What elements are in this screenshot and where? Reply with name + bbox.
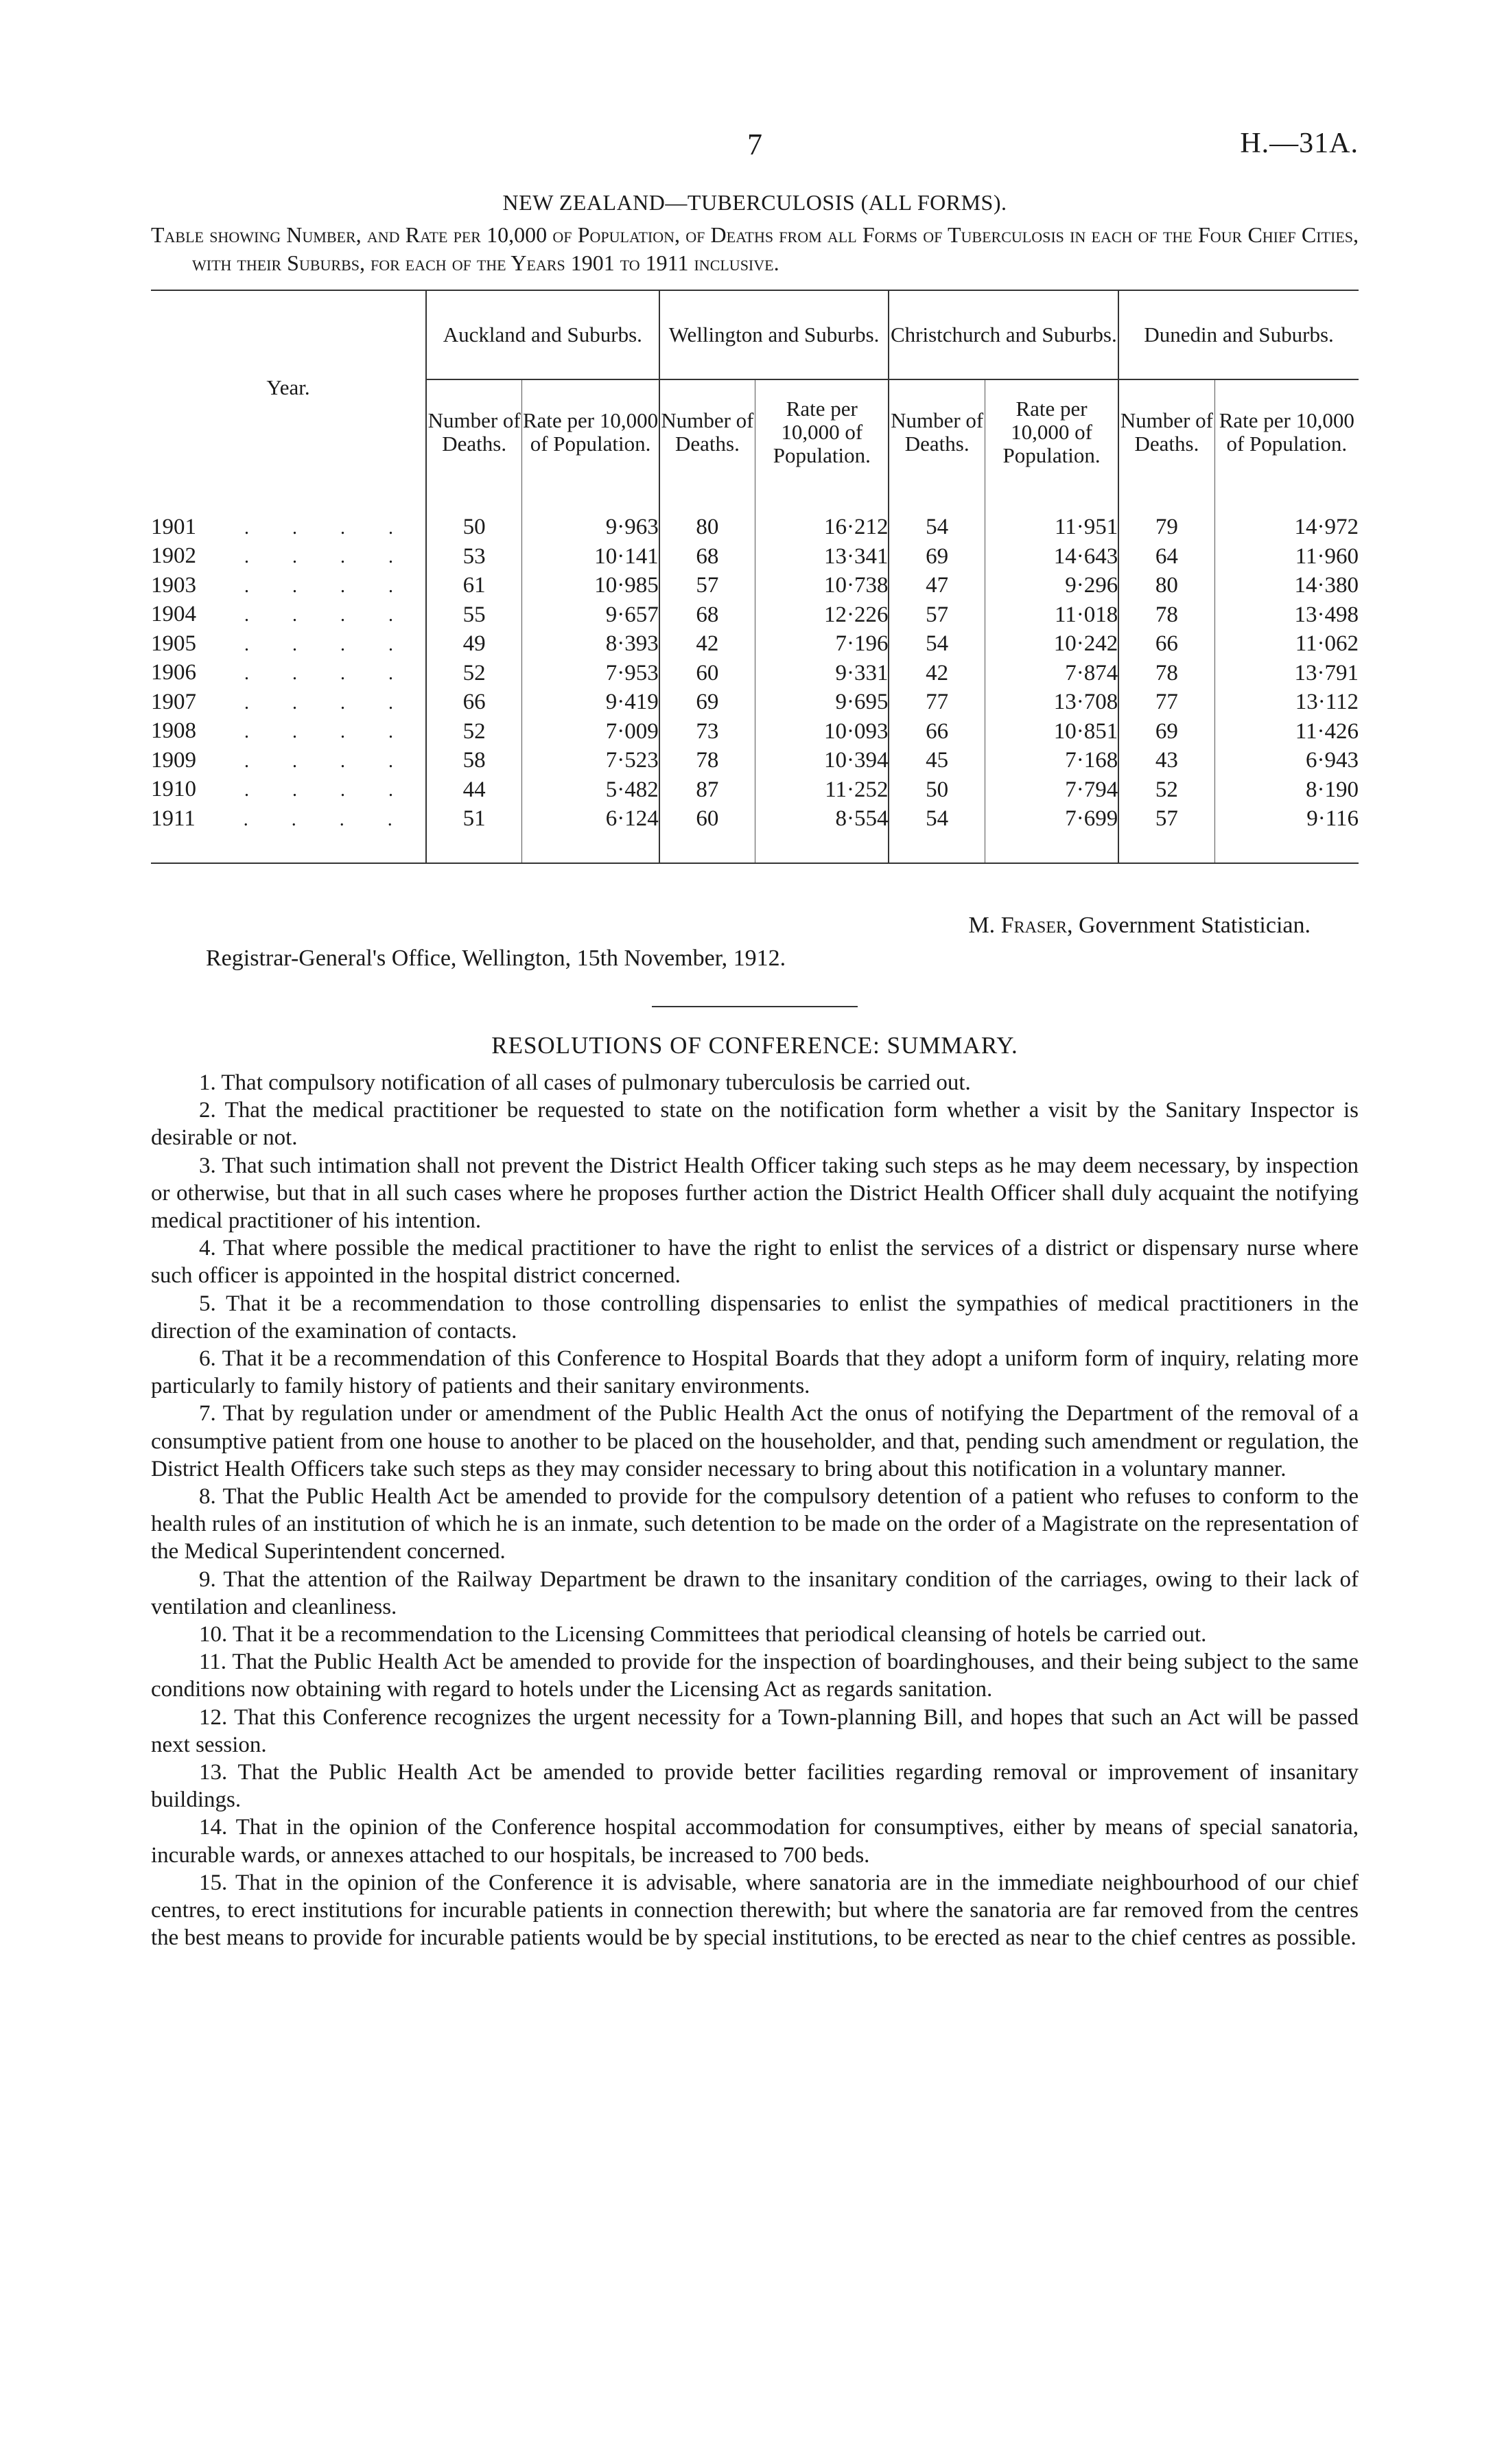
- rate-cell: 7·196: [755, 630, 889, 659]
- rate-cell: 10·738: [755, 572, 889, 601]
- leader-dots: . . . .: [244, 517, 412, 539]
- deaths-cell: 60: [659, 659, 755, 688]
- deaths-cell: 54: [889, 513, 985, 543]
- deaths-cell: 52: [426, 659, 522, 688]
- rate-cell: 11·252: [755, 775, 889, 805]
- deaths-cell: 60: [659, 805, 755, 834]
- city-header-wellington: Wellington and Suburbs.: [659, 291, 889, 379]
- city-header-christchurch: Christchurch and Suburbs.: [889, 291, 1118, 379]
- year-label: 1905: [151, 631, 196, 656]
- deaths-cell: 78: [1118, 600, 1214, 630]
- document-reference: H.—31A.: [1240, 128, 1359, 159]
- deaths-cell: 66: [889, 717, 985, 747]
- rate-cell: 9·657: [522, 600, 659, 630]
- resolution-item: 15. That in the opinion of the Conference it is advisable, where sanatoria are in the immediate neighbourhood of our chief centres, to erect institutions for incurable patients in connection therewith; but where the sanatoria are far removed from the centres the best means to provide for incurable patients would be by special institutions, to be erected as near to the chief centres as possible.: [151, 1870, 1359, 1951]
- table-caption: Table showing Number, and Rate per 10,000 of Population, of Deaths from all Forms of Tuberculosis in each of the Four Chief Cities, with their Suburbs, for each of the Years 1901 to 1911 inclusive.: [151, 222, 1359, 275]
- deaths-cell: 77: [1118, 688, 1214, 718]
- deaths-cell: 73: [659, 717, 755, 747]
- rate-cell: 13·112: [1214, 688, 1359, 718]
- rate-cell: 7·874: [985, 659, 1118, 688]
- deaths-cell: 51: [426, 805, 522, 834]
- deaths-cell: 44: [426, 775, 522, 805]
- rate-cell: 9·331: [755, 659, 889, 688]
- rate-cell: 11·426: [1214, 717, 1359, 747]
- year-label: 1910: [151, 777, 196, 801]
- signature: [151, 913, 1359, 939]
- leader-dots: . . . .: [244, 779, 412, 801]
- year-label: 1906: [151, 660, 196, 685]
- rate-cell: 9·419: [522, 688, 659, 718]
- table-row: [151, 747, 1359, 776]
- deaths-cell: 69: [659, 688, 755, 718]
- section-title: RESOLUTIONS OF CONFERENCE: SUMMARY.: [491, 1032, 1018, 1059]
- table-row: [151, 630, 1359, 659]
- rate-cell: 16·212: [755, 513, 889, 543]
- resolution-item: 8. That the Public Health Act be amended to provide for the compulsory detention of a patient who refuses to conform to the health rules of an institution of which he is an inmate, such detention to be made on the order of a Magistrate on the representation of the Medical Superintendent concerned.: [151, 1484, 1359, 1564]
- tuberculosis-table: [151, 290, 1359, 892]
- deaths-cell: 43: [1118, 747, 1214, 776]
- resolution-item: 4. That where possible the medical practitioner to have the right to enlist the services of a district or dispensary nurse where such officer is appointed in the hospital district concerned.: [151, 1236, 1359, 1289]
- rate-cell: 5·482: [522, 775, 659, 805]
- rate-cell: 7·009: [522, 717, 659, 747]
- year-label: 1911: [151, 806, 196, 831]
- leader-dots: . . . .: [244, 750, 412, 772]
- column-header-rate: Rate per 10,000 of Population.: [1214, 379, 1359, 484]
- section-divider: [652, 1006, 858, 1007]
- table-row: [151, 659, 1359, 688]
- signature-initial: M.: [968, 913, 996, 938]
- deaths-cell: 47: [889, 572, 985, 601]
- table-row: [151, 600, 1359, 630]
- rate-cell: 11·960: [1214, 542, 1359, 572]
- deaths-cell: 57: [1118, 805, 1214, 834]
- rate-cell: 7·523: [522, 747, 659, 776]
- deaths-cell: 54: [889, 630, 985, 659]
- rate-cell: 14·380: [1214, 572, 1359, 601]
- leader-dots: . . . .: [244, 633, 412, 655]
- resolution-item: 1. That compulsory notification of all cases of pulmonary tuberculosis be carried out.: [199, 1070, 971, 1095]
- rate-cell: 9·116: [1214, 805, 1359, 834]
- deaths-cell: 66: [426, 688, 522, 718]
- resolution-item: 9. That the attention of the Railway Department be drawn to the insanitary condition of the carriages, owing to their lack of ventilation and cleanliness.: [151, 1567, 1359, 1619]
- signature-surname: Fraser: [1000, 913, 1067, 938]
- deaths-cell: 55: [426, 600, 522, 630]
- rate-cell: 6·124: [522, 805, 659, 834]
- year-cell: [151, 775, 426, 805]
- deaths-cell: 57: [889, 600, 985, 630]
- year-label: 1908: [151, 718, 196, 743]
- rate-cell: 11·951: [985, 513, 1118, 543]
- leader-dots: . . . .: [244, 721, 412, 742]
- resolution-item: 12. That this Conference recognizes the urgent necessity for a Town-planning Bill, and hopes that such an Act will be passed next session.: [151, 1704, 1359, 1757]
- table-row: [151, 688, 1359, 718]
- rate-cell: 6·943: [1214, 747, 1359, 776]
- deaths-cell: 64: [1118, 542, 1214, 572]
- rate-cell: 10·093: [755, 717, 889, 747]
- resolution-item: 10. That it be a recommendation to the Licensing Committees that periodical cleansing of hotels be carried out.: [199, 1622, 1207, 1647]
- deaths-cell: 68: [659, 542, 755, 572]
- year-cell: [151, 572, 426, 601]
- table-row: [151, 572, 1359, 601]
- rate-cell: 7·699: [985, 805, 1118, 834]
- column-header-rate: Rate per 10,000 of Population.: [985, 379, 1118, 484]
- resolution-item: 11. That the Public Health Act be amended to provide for the inspection of boardinghouses, and their being subject to the same conditions now obtaining with regard to hotels under the Licensing Act as regards sanitation.: [151, 1650, 1359, 1702]
- leader-dots: . . . .: [244, 575, 412, 597]
- year-cell: [151, 542, 426, 572]
- rate-cell: 8·554: [755, 805, 889, 834]
- deaths-cell: 45: [889, 747, 985, 776]
- rate-cell: 10·985: [522, 572, 659, 601]
- rate-cell: 11·062: [1214, 630, 1359, 659]
- year-cell: [151, 717, 426, 747]
- resolution-item: 6. That it be a recommendation of this Conference to Hospital Boards that they adopt a uniform form of inquiry, relating more particularly to family history of patients and their sanitary environments.: [151, 1346, 1359, 1399]
- year-cell: [151, 600, 426, 630]
- deaths-cell: 78: [1118, 659, 1214, 688]
- rate-cell: 12·226: [755, 600, 889, 630]
- deaths-cell: 42: [889, 659, 985, 688]
- rate-cell: 10·851: [985, 717, 1118, 747]
- leader-dots: . . . .: [244, 663, 412, 684]
- table-row: [151, 513, 1359, 543]
- deaths-cell: 61: [426, 572, 522, 601]
- year-label: 1902: [151, 543, 196, 568]
- deaths-cell: 87: [659, 775, 755, 805]
- deaths-cell: 54: [889, 805, 985, 834]
- resolution-item: 2. That the medical practitioner be requested to state on the notification form whether a visit by the Sanitary Inspector is desirable or not.: [151, 1098, 1359, 1151]
- column-header-number: Number of Deaths.: [426, 379, 522, 484]
- column-header-number: Number of Deaths.: [659, 379, 755, 484]
- year-column-header: Year.: [266, 375, 310, 399]
- rate-cell: 10·141: [522, 542, 659, 572]
- year-cell: [151, 805, 426, 834]
- table-row: [151, 775, 1359, 805]
- rate-cell: 7·168: [985, 747, 1118, 776]
- leader-dots: . . . .: [244, 692, 412, 714]
- table-row: [151, 542, 1359, 572]
- signature-title: , Government Statistician.: [1066, 913, 1311, 938]
- rate-cell: 7·953: [522, 659, 659, 688]
- rate-cell: 9·296: [985, 572, 1118, 601]
- office-line: Registrar-General's Office, Wellington, 15th November, 1912.: [206, 946, 786, 971]
- resolution-item: 3. That such intimation shall not prevent the District Health Officer taking such steps as he may deem necessary, by inspection or otherwise, but that in all such cases where he proposes further action the District Health Officer shall duly acquaint the notifying medical practitioner of his intention.: [151, 1153, 1359, 1234]
- column-header-number: Number of Deaths.: [1118, 379, 1214, 484]
- column-header-rate: Rate per 10,000 of Population.: [755, 379, 889, 484]
- table-row: [151, 717, 1359, 747]
- resolution-item: 14. That in the opinion of the Conference hospital accommodation for consumptives, either by means of special sanatoria, incurable wards, or annexes attached to our hospitals, be increased to 700 beds.: [151, 1815, 1359, 1868]
- resolution-item: 7. That by regulation under or amendment of the Public Health Act the onus of notifying the Department of the removal of a consumptive patient from one house to another to be placed on the householder, and that, pending such amendment or regulation, the District Health Officers take such steps as they may consider necessary to bring about this notification in a voluntary manner.: [151, 1401, 1359, 1481]
- column-header-rate: Rate per 10,000 of Population.: [522, 379, 659, 484]
- page-number: 7: [747, 128, 762, 161]
- leader-dots: . . . .: [243, 808, 412, 830]
- deaths-cell: 58: [426, 747, 522, 776]
- deaths-cell: 66: [1118, 630, 1214, 659]
- year-label: 1904: [151, 602, 196, 626]
- rate-cell: 13·791: [1214, 659, 1359, 688]
- deaths-cell: 52: [426, 717, 522, 747]
- rate-cell: 13·498: [1214, 600, 1359, 630]
- document-page: [151, 120, 1359, 1952]
- rate-cell: 13·708: [985, 688, 1118, 718]
- deaths-cell: 42: [659, 630, 755, 659]
- deaths-cell: 79: [1118, 513, 1214, 543]
- deaths-cell: 80: [659, 513, 755, 543]
- rate-cell: 10·394: [755, 747, 889, 776]
- year-cell: [151, 747, 426, 776]
- year-label: 1907: [151, 689, 196, 714]
- year-cell: [151, 688, 426, 718]
- rate-cell: 13·341: [755, 542, 889, 572]
- rate-cell: 8·190: [1214, 775, 1359, 805]
- deaths-cell: 80: [1118, 572, 1214, 601]
- resolution-item: 5. That it be a recommendation to those controlling dispensaries to enlist the sympathies of medical practitioners in the direction of the examination of contacts.: [151, 1291, 1359, 1344]
- year-label: 1901: [151, 514, 196, 539]
- resolutions-list: [151, 1069, 1359, 1952]
- deaths-cell: 78: [659, 747, 755, 776]
- rate-cell: 14·972: [1214, 513, 1359, 543]
- rate-cell: 11·018: [985, 600, 1118, 630]
- deaths-cell: 50: [889, 775, 985, 805]
- table-title: NEW ZEALAND—TUBERCULOSIS (ALL FORMS).: [502, 190, 1007, 215]
- deaths-cell: 77: [889, 688, 985, 718]
- page-header: [151, 120, 1359, 168]
- rate-cell: 8·393: [522, 630, 659, 659]
- rate-cell: 10·242: [985, 630, 1118, 659]
- deaths-cell: 69: [1118, 717, 1214, 747]
- deaths-cell: 52: [1118, 775, 1214, 805]
- rate-cell: 9·695: [755, 688, 889, 718]
- rate-cell: 7·794: [985, 775, 1118, 805]
- year-cell: [151, 630, 426, 659]
- deaths-cell: 69: [889, 542, 985, 572]
- year-label: 1903: [151, 572, 196, 598]
- leader-dots: . . . .: [244, 605, 412, 626]
- deaths-cell: 50: [426, 513, 522, 543]
- column-header-number: Number of Deaths.: [889, 379, 985, 484]
- city-header-dunedin: Dunedin and Suburbs.: [1118, 291, 1359, 379]
- rate-cell: 14·643: [985, 542, 1118, 572]
- deaths-cell: 68: [659, 600, 755, 630]
- year-cell: [151, 659, 426, 688]
- rate-cell: 9·963: [522, 513, 659, 543]
- resolution-item: 13. That the Public Health Act be amended to provide better facilities regarding removal or improvement of insanitary buildings.: [151, 1760, 1359, 1813]
- city-header-auckland: Auckland and Suburbs.: [426, 291, 659, 379]
- year-label: 1909: [151, 747, 196, 773]
- deaths-cell: 53: [426, 542, 522, 572]
- deaths-cell: 57: [659, 572, 755, 601]
- table-row: [151, 805, 1359, 834]
- year-cell: [151, 513, 426, 543]
- leader-dots: . . . .: [244, 546, 412, 567]
- deaths-cell: 49: [426, 630, 522, 659]
